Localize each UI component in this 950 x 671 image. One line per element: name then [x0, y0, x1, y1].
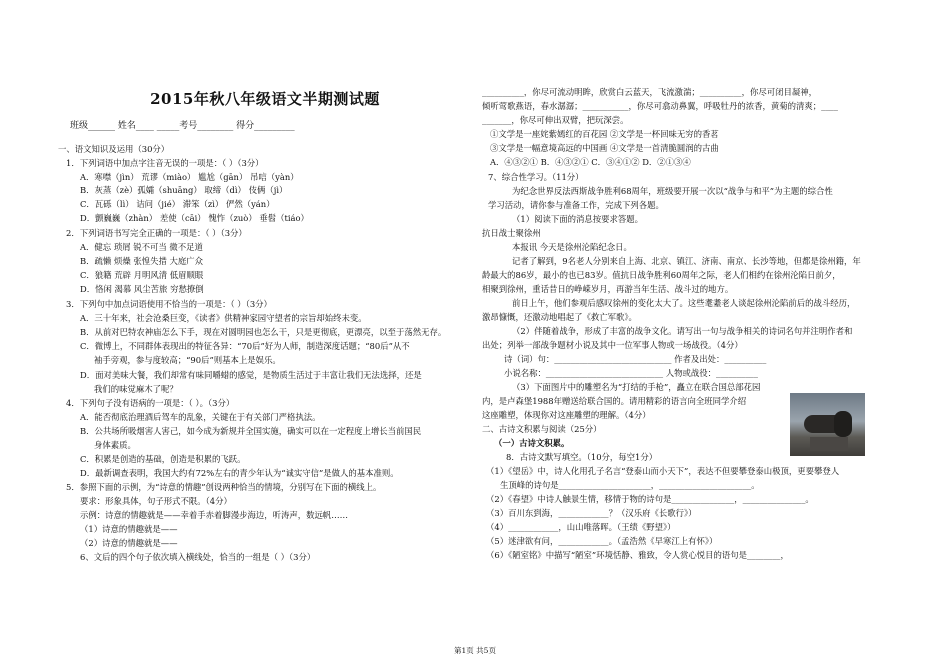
right-text-line: __________，你尽可流动明眸，欣赏白云蓝天，飞流激湍；__________，你尽可闭目凝神， — [482, 87, 817, 97]
right-text-line: ③文学是一幅意境高远的中国画 ④文学是一首清脆圆润的古曲 — [490, 143, 719, 153]
left-text-line: 身体素质。 — [94, 440, 136, 450]
right-text-line: 前日上午，他们参观后感叹徐州的变化太大了。这些耄耋老人谈起徐州沦陷前后的战斗经历， — [512, 298, 856, 308]
right-text-line: 诗（词）句：____________________________ 作者及出处：__________ — [504, 354, 767, 364]
right-text-line: （5）迷津欲有问，____________。（孟浩然《早寒江上有怀》） — [486, 536, 718, 546]
left-text-line: D．恪闲 渴慕 风尘苦旅 穷愁撩倒 — [80, 284, 204, 294]
right-text-line: 二、古诗文积累与阅读（25分） — [482, 424, 602, 434]
right-text-line: 小说名称：____________________________ 人物或战役：__________ — [504, 368, 758, 378]
left-text-line: 3．下列句中加点词语使用不恰当的一项是：（ ）（3分） — [66, 299, 272, 309]
left-text-line: 一、语文知识及运用（30分） — [58, 144, 170, 154]
sculpture-base-shape — [810, 437, 848, 451]
left-text-line: 5．参照下面的示例，为“诗意的情趣”创设两种恰当的情境，分别写在下面的横线上。 — [66, 482, 382, 492]
right-text-line: （一）古诗文积累。 — [494, 438, 570, 448]
left-text-line: A．寒噤（jìn） 荒谬（miào） 尴尬（gān） 吊唁（yàn） — [80, 172, 299, 182]
left-text-line: C．积累是创造的基础，创造是积累的飞跃。 — [80, 454, 246, 464]
left-text-line: （2）诗意的情趣就是—— — [80, 538, 178, 548]
right-text-line: 学习活动，请你参与准备工作，完成下列各题。 — [488, 200, 664, 210]
right-text-line: 激昂慷慨，还激动地唱起了《救亡军歌》。 — [482, 312, 637, 322]
right-text-line: 本报讯 今天是徐州沦陷纪念日。 — [512, 242, 632, 252]
left-text-line: B．疏懒 烦燥 张惶失措 大庭广众 — [80, 256, 204, 266]
right-text-line: ①文学是一座姹紫嫣红的百花园 ②文学是一杯回味无穷的香茗 — [490, 129, 719, 139]
left-text-line: B．灰蒸（zè）孤孀（shuāng） 取缔（dì） 伎俩（jì） — [80, 185, 288, 195]
left-text-line: B．从前对巴特农神庙怎么下手，现在对圆明园也怎么干，只是更彻底，更漂亮，以至于荡然无存。 — [80, 327, 447, 337]
knotted-gun-sculpture-image — [790, 393, 865, 456]
page-title: 2015年秋八年级语文半期测试题 — [150, 90, 380, 108]
gun-knot-shape — [834, 411, 852, 437]
left-text-line: D．颤巍巍（zhàn） 差使（cāi） 愧怍（zuò） 垂髫（tiáo） — [80, 213, 309, 223]
right-text-line: （6）《陋室铭》中描写“陋室”环境恬静、雅致，令人赏心悦目的语句是________， — [486, 550, 789, 560]
left-text-line: （1）诗意的情趣就是—— — [80, 524, 178, 534]
page-footer: 第1页 共5页 — [454, 646, 496, 655]
right-text-line: （4）____________，山山唯落晖。（王绩《野望》） — [486, 522, 676, 532]
right-text-line: 抗日战士聚徐州 — [482, 228, 541, 238]
left-text-line: D．最新调查表明，我国大约有72%左右的青少年认为“诚实守信”是做人的基本准则。 — [80, 468, 399, 478]
right-text-line: （3）下面图片中的雕塑名为“打结的手枪”，矗立在联合国总部花园 — [512, 382, 761, 392]
right-text-line: 生顶峰的诗句是______________________，______________________。 — [500, 480, 760, 490]
left-text-line: C．微博上，不同群体表现出的特征各异：“70后”好为人师，制造深度话题；“80后”从不 — [80, 341, 410, 351]
left-text-line: A．健忘 琐屑 锐不可当 微不足道 — [80, 242, 203, 252]
left-text-line: D．面对美味大餐，我们却常有味同嚼蜡的感觉，是物质生活过于丰富让我们无法选择，还是 — [80, 370, 422, 380]
right-text-line: 这座雕塑，体现你对这座雕塑的理解。（4分） — [482, 410, 651, 420]
left-text-line: A．能否彻底治理酒后驾车的乱象，关键在于有关部门严格执法。 — [80, 412, 321, 422]
left-text-line: C．狼籍 荒辟 月明风清 低眉顺眼 — [80, 270, 204, 280]
left-text-line: 我们的味觉麻木了呢？ — [94, 384, 178, 394]
right-text-line: _______，你尽可伸出双臂，把玩深尝。 — [482, 115, 629, 125]
left-text-line: 2．下列词语书写完全正确的一项是：（ ）（3分） — [66, 228, 247, 238]
right-text-line: 7、综合性学习。（11分） — [488, 172, 584, 182]
right-text-line: （2）《春望》中诗人触景生情，移情于物的诗句是_______________，_______________。 — [486, 494, 814, 504]
right-text-line: （2）伴随着战争，形成了丰富的战争文化。请写出一句与战争相关的诗词名句并注明作者和 — [512, 326, 853, 336]
left-text-line: A．三十年来，社会沧桑巨变，《读者》供精神家园守望者的宗旨却始终未变。 — [80, 313, 367, 323]
right-text-line: 为纪念世界反法西斯战争胜利68周年，班级要开展一次以“战争与和平”为主题的综合性 — [512, 186, 833, 196]
right-text-line: 倾听莺歌燕语，春水潺潺；___________，你尽可翕动鼻翼，呼吸牡丹的浓香，黄菊的清爽；____ — [482, 101, 838, 111]
right-text-line: A．④③②① B．④③②① C．③④①② D．②①③④ — [490, 157, 691, 167]
left-text-line: 4．下列句子没有语病的一项是：（ ）。（3分） — [66, 398, 235, 408]
right-text-line: 内，是卢森堡1988年赠送给联合国的。请用精彩的语言向全班同学介绍 — [482, 396, 747, 406]
right-text-line: 出处；列举一部战争题材小说及其中一位军事人物或一场战役。（4分） — [482, 340, 743, 350]
right-text-line: 相聚到徐州，重话昔日的峥嵘岁月，再游当年生活、战斗过的地方。 — [482, 284, 734, 294]
right-text-line: 8．古诗文默写填空。（10分，每空1分） — [506, 452, 658, 462]
left-text-line: 袖手旁观，参与度较高；“90后”则基本上是娱乐。 — [94, 355, 281, 365]
left-text-line: 6、文后的四个句子依次填入横线处，恰当的一组是（ ）（3分） — [80, 552, 316, 562]
left-text-line: C．瓦砾（lì） 诘问（jié） 滞笨（zì） 俨然（yán） — [80, 199, 275, 209]
right-text-line: 记者了解到，9名老人分别来自上海、北京、镇江、济南、南京、长沙等地，但都是徐州籍，年 — [512, 256, 861, 266]
left-text-line: B．公共场所吸烟害人害己，如今成为新规并全国实施，确实可以在一定程度上增长当前国民 — [80, 426, 422, 436]
right-text-line: （3）百川东到海，____________？（汉乐府《长歌行》） — [486, 508, 697, 518]
left-text-line: 1．下列词语中加点字注音无误的一项是：（ ）（3分） — [66, 158, 264, 168]
left-text-line: 示例：诗意的情趣就是——幸着手赤着脚漫步海边，听涛声，数远帆…… — [80, 510, 348, 520]
right-text-line: （1）阅读下面的消息按要求答题。 — [512, 214, 643, 224]
left-text-line: 要求：形象具体，句子形式不限。（4分） — [80, 496, 232, 506]
student-info-line: 班级______ 姓名____ _____考号________ 得分_________ — [70, 121, 295, 131]
right-text-line: 龄最大的86岁，最小的也已83岁。值抗日战争胜利60周年之际，老人们相约在徐州沦陷日前夕， — [482, 270, 841, 280]
right-text-line: （1）《望岳》中，诗人化用孔子名言“登泰山而小天下”，表达不但要攀登泰山极顶，更要攀登人 — [486, 466, 840, 476]
